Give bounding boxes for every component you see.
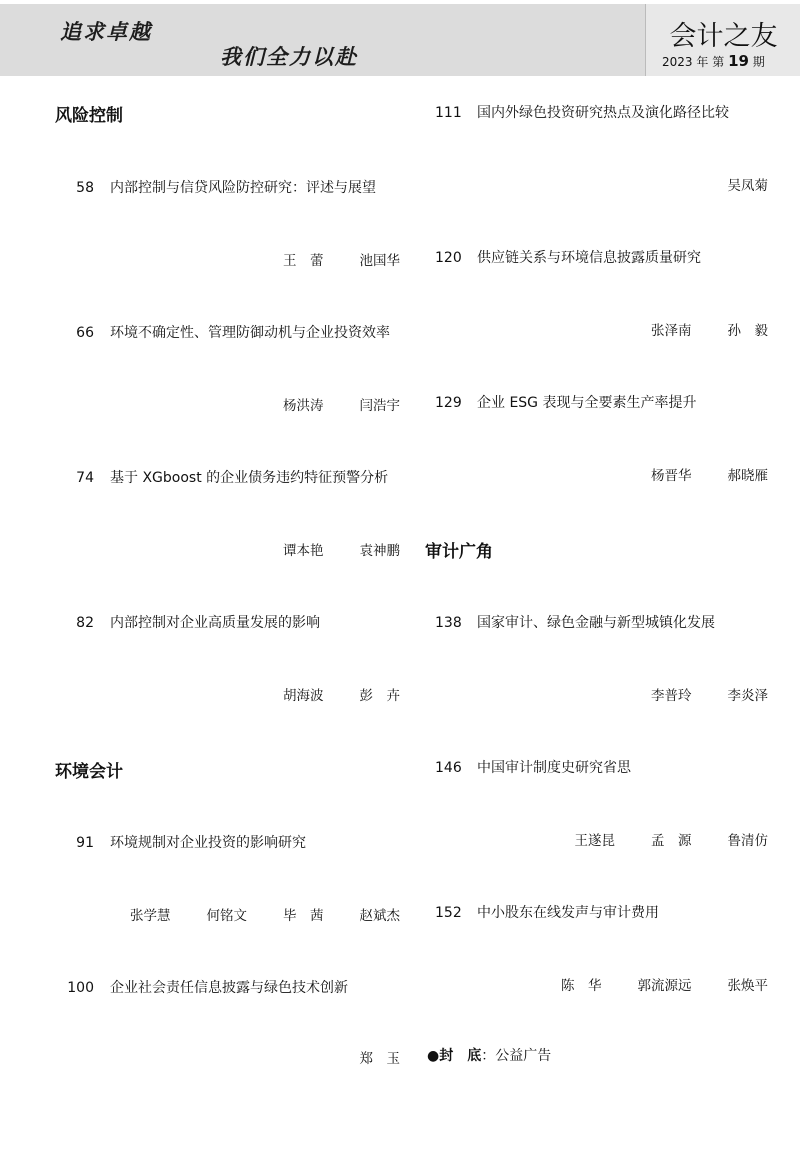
issue-year-unit: 年 xyxy=(696,55,709,69)
article-authors xyxy=(247,394,400,414)
article-authors xyxy=(247,539,400,559)
tagline-2: 我们全力以赴 xyxy=(220,45,358,69)
issue-qi: 期 xyxy=(752,55,765,69)
article-title: 国家审计、绿色金融与新型城镇化发展 xyxy=(477,615,715,631)
magazine-title: 会计之友 xyxy=(669,21,778,52)
article-authors xyxy=(615,684,768,704)
author: 李普玲 xyxy=(651,688,692,704)
article-authors xyxy=(615,464,768,484)
article-title: 内部控制对企业高质量发展的影响 xyxy=(110,615,320,631)
article-title: 中小股东在线发声与审计费用 xyxy=(477,905,659,921)
author: 郝晓雁 xyxy=(727,468,768,484)
author: 李炎泽 xyxy=(727,688,768,704)
author: 杨晋华 xyxy=(651,468,692,484)
toc-entry[interactable] xyxy=(435,102,729,122)
article-authors xyxy=(94,904,400,924)
article-title: 企业 ESG 表现与全要素生产率提升 xyxy=(477,395,697,411)
author: 毕 茜 xyxy=(283,908,324,924)
back-cover-note xyxy=(427,1045,551,1065)
article-title: 中国审计制度史研究省思 xyxy=(477,760,631,776)
author: 彭 卉 xyxy=(359,688,400,704)
author: 鲁清仿 xyxy=(727,833,768,849)
bullet-icon: ● xyxy=(427,1048,440,1064)
section-title-environmental-accounting: 环境会计 xyxy=(55,762,123,782)
article-title: 内部控制与信贷风险防控研究：评述与展望 xyxy=(110,180,376,196)
article-title: 环境规制对企业投资的影响研究 xyxy=(110,835,306,851)
toc-entry[interactable] xyxy=(435,612,715,632)
author: 郭流源远 xyxy=(637,978,692,994)
article-title: 企业社会责任信息披露与绿色技术创新 xyxy=(110,980,348,996)
page-number: 138 xyxy=(435,615,462,631)
issue-year: 2023 xyxy=(662,55,693,69)
article-authors xyxy=(247,684,400,704)
back-cover-colon: ： xyxy=(481,1048,496,1064)
author: 张焕平 xyxy=(727,978,768,994)
author: 孙 毅 xyxy=(727,323,768,339)
article-title: 环境不确定性、管理防御动机与企业投资效率 xyxy=(110,325,390,341)
author: 闫浩宇 xyxy=(359,398,400,414)
page-number: 120 xyxy=(435,250,462,266)
page-number: 111 xyxy=(435,105,462,121)
issue-di: 第 xyxy=(712,55,725,69)
issue-info xyxy=(662,52,765,70)
toc-entry[interactable] xyxy=(435,392,696,412)
article-authors xyxy=(615,319,768,339)
toc-entry[interactable] xyxy=(60,612,320,632)
author: 何铭文 xyxy=(206,908,247,924)
toc-entry[interactable] xyxy=(435,757,631,777)
author: 陈 华 xyxy=(561,978,602,994)
article-title: 供应链关系与环境信息披露质量研究 xyxy=(477,250,701,266)
author: 池国华 xyxy=(359,253,400,269)
article-title: 国内外绿色投资研究热点及演化路径比较 xyxy=(477,105,729,121)
section-title-audit-perspective: 审计广角 xyxy=(425,542,493,562)
toc-entry[interactable] xyxy=(60,177,376,197)
page-number: 74 xyxy=(76,470,94,486)
page-number: 66 xyxy=(76,325,94,341)
author: 谭本艳 xyxy=(283,543,324,559)
page-number: 129 xyxy=(435,395,462,411)
article-title: 基于 XGboost 的企业债务违约特征预警分析 xyxy=(110,470,389,486)
author: 王遂昆 xyxy=(574,833,615,849)
article-authors xyxy=(525,974,768,994)
back-cover-label: 封 底 xyxy=(439,1048,482,1064)
author: 袁神鹏 xyxy=(359,543,400,559)
article-authors xyxy=(692,174,769,194)
article-authors xyxy=(247,249,400,269)
back-cover-text: 公益广告 xyxy=(495,1048,552,1064)
page-number: 58 xyxy=(76,180,94,196)
toc-entry[interactable] xyxy=(60,977,348,997)
author: 孟 源 xyxy=(651,833,692,849)
page-number: 152 xyxy=(435,905,462,921)
page-number: 82 xyxy=(76,615,94,631)
section-title-risk-control: 风险控制 xyxy=(55,106,123,126)
issue-number: 19 xyxy=(728,52,749,70)
author: 张学慧 xyxy=(130,908,171,924)
toc-entry[interactable] xyxy=(60,832,306,852)
author: 张泽南 xyxy=(651,323,692,339)
tagline-1: 追求卓越 xyxy=(60,20,152,44)
page-number: 146 xyxy=(435,760,462,776)
author: 王 蕾 xyxy=(283,253,324,269)
author: 胡海波 xyxy=(283,688,324,704)
page-header xyxy=(0,0,800,78)
page-number: 100 xyxy=(67,980,94,996)
page-number: 91 xyxy=(76,835,94,851)
article-authors xyxy=(324,1047,401,1067)
article-authors xyxy=(539,829,769,849)
author: 吴凤菊 xyxy=(727,178,768,194)
author: 郑 玉 xyxy=(359,1051,400,1067)
toc-entry[interactable] xyxy=(435,902,659,922)
toc-entry[interactable] xyxy=(435,247,701,267)
toc-entry[interactable] xyxy=(60,467,388,487)
slogan-banner xyxy=(0,4,645,76)
author: 杨洪涛 xyxy=(283,398,324,414)
author: 赵斌杰 xyxy=(359,908,400,924)
toc-entry[interactable] xyxy=(60,322,390,342)
